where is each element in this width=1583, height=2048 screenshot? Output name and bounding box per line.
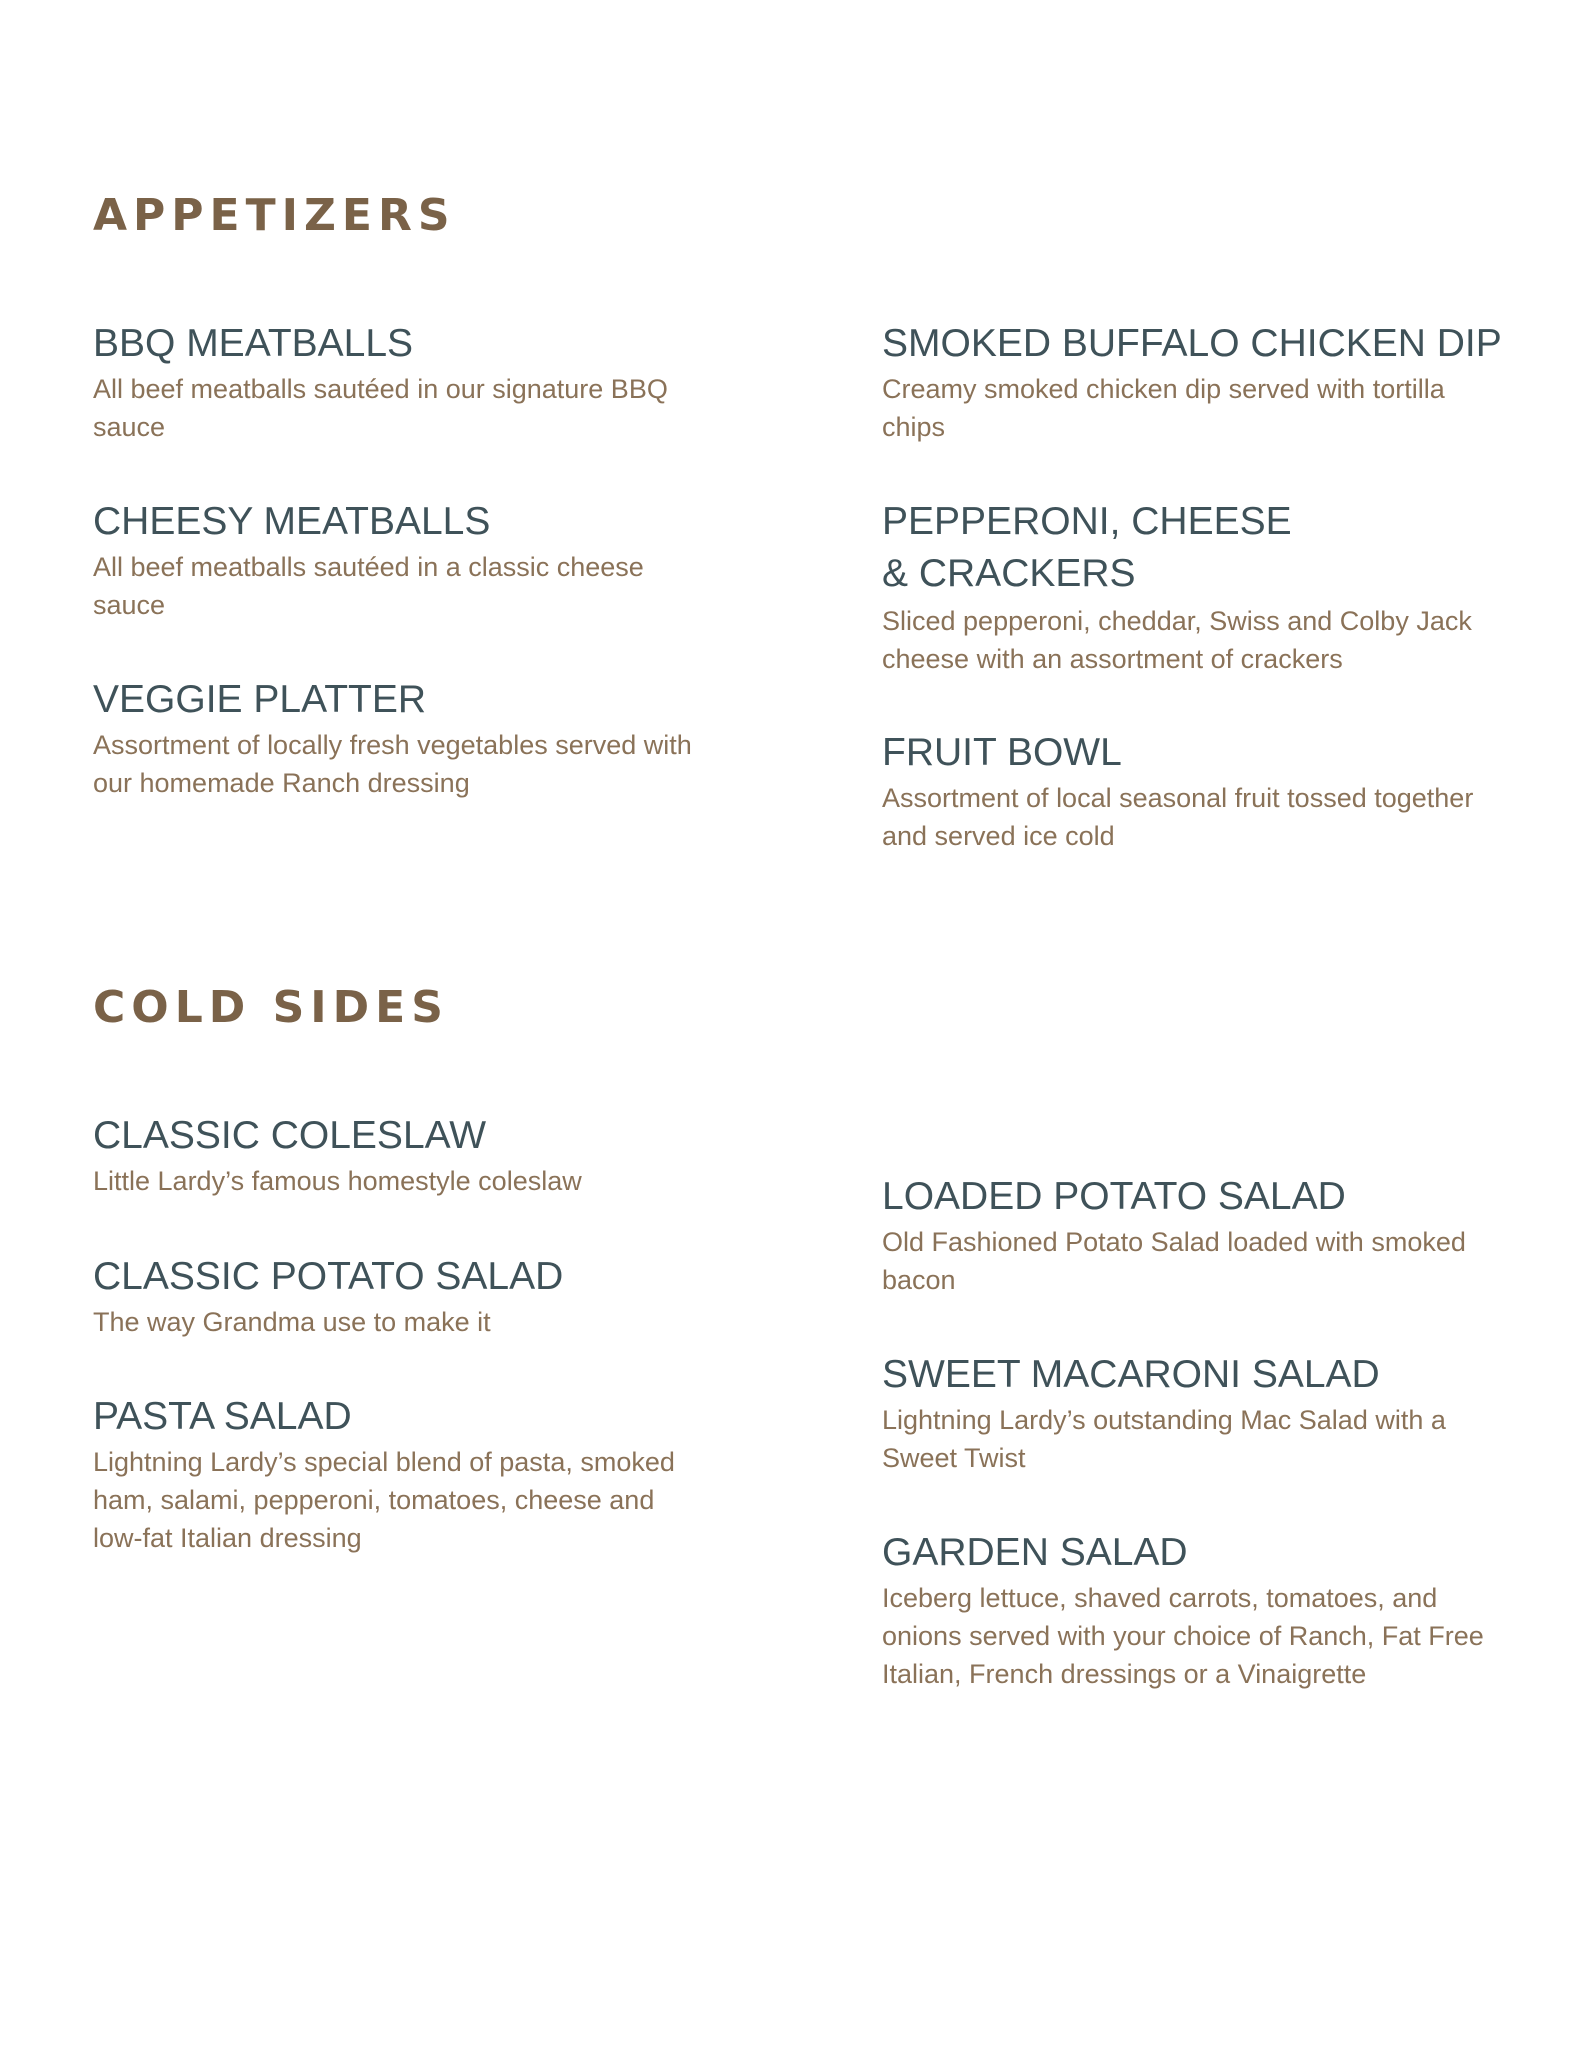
menu-item-description: Lightning Lardy’s special blend of pasta, smoked ham, salami, pepperoni, tomatoes, cheese and low-fat Italian dressing [93, 1447, 675, 1553]
menu-item-fruit-bowl [882, 727, 1502, 855]
menu-item-description: Iceberg lettuce, shaved carrots, tomatoes, and onions served with your choice of Ranch, Fat Free Italian, French dressings or a Vinaigrette [882, 1583, 1484, 1689]
menu-item-pasta-salad [93, 1391, 713, 1557]
menu-item-name: SWEET MACARONI SALAD [882, 1353, 1380, 1396]
menu-item-name: PASTA SALAD [93, 1395, 352, 1438]
menu-item-description: Sliced pepperoni, cheddar, Swiss and Colby Jack cheese with an assortment of crackers [882, 606, 1472, 674]
section-title-appetizers: APPETIZERS [93, 190, 456, 241]
menu-item-name: SMOKED BUFFALO CHICKEN DIP [882, 322, 1502, 365]
menu-item-name: FRUIT BOWL [882, 731, 1122, 774]
menu-item-smoked-buffalo-chicken-dip [882, 318, 1502, 446]
menu-item-description: Assortment of locally fresh vegetables served with our homemade Ranch dressing [93, 730, 692, 798]
menu-item-description: Little Lardy’s famous homestyle coleslaw [93, 1166, 582, 1196]
menu-item-name: VEGGIE PLATTER [93, 678, 427, 721]
menu-item-classic-potato-salad [93, 1251, 713, 1341]
menu-item-name: GARDEN SALAD [882, 1531, 1188, 1574]
menu-item-name: PEPPERONI, CHEESE & CRACKERS [882, 500, 1292, 595]
menu-item-description: The way Grandma use to make it [93, 1307, 491, 1337]
menu-item-name: CHEESY MEATBALLS [93, 500, 491, 543]
menu-item-name: BBQ MEATBALLS [93, 322, 414, 365]
menu-item-veggie-platter [93, 674, 713, 802]
menu-item-name: CLASSIC POTATO SALAD [93, 1255, 564, 1298]
menu-item-description: All beef meatballs sautéed in our signature BBQ sauce [93, 374, 668, 442]
menu-item-pepperoni-cheese-crackers [882, 496, 1502, 678]
menu-item-loaded-potato-salad [882, 1171, 1502, 1299]
menu-item-name: LOADED POTATO SALAD [882, 1175, 1346, 1218]
menu-item-cheesy-meatballs [93, 496, 713, 624]
menu-item-name: CLASSIC COLESLAW [93, 1114, 487, 1157]
menu-item-description: Lightning Lardy’s outstanding Mac Salad with a Sweet Twist [882, 1405, 1446, 1473]
menu-item-garden-salad [882, 1527, 1502, 1693]
menu-item-description: All beef meatballs sautéed in a classic cheese sauce [93, 552, 644, 620]
menu-item-description: Old Fashioned Potato Salad loaded with smoked bacon [882, 1227, 1466, 1295]
menu-item-description: Creamy smoked chicken dip served with tortilla chips [882, 374, 1445, 442]
menu-item-sweet-macaroni-salad [882, 1349, 1502, 1477]
menu-item-bbq-meatballs [93, 318, 713, 446]
section-title-cold-sides: COLD SIDES [93, 982, 449, 1033]
menu-item-description: Assortment of local seasonal fruit tossed together and served ice cold [882, 783, 1474, 851]
menu-item-classic-coleslaw [93, 1110, 713, 1200]
